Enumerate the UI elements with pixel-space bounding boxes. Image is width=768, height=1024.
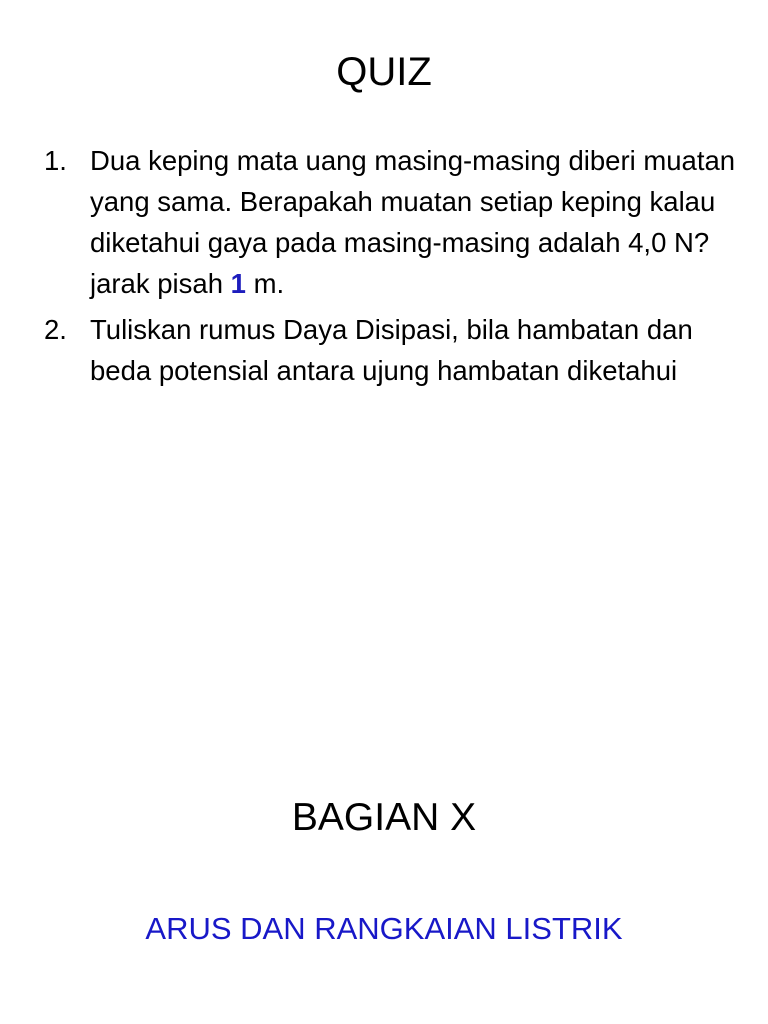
- section-heading: BAGIAN X: [291, 796, 477, 839]
- distance-value: 1: [230, 268, 246, 299]
- question-text: [90, 145, 735, 299]
- question-text: Tuliskan rumus Daya Disipasi, bila hambatan dan beda potensial antara ujung hambatan diketahui: [90, 314, 693, 386]
- question-text-part: m.: [245, 268, 285, 299]
- section-subtitle: ARUS DAN RANGKAIAN LISTRIK: [145, 911, 623, 946]
- question-number: 1.: [44, 145, 67, 176]
- question-item-1: [44, 140, 744, 304]
- question-number: 2.: [44, 314, 67, 345]
- question-item-2: [44, 309, 744, 391]
- question-list: [44, 140, 744, 396]
- question-text-part: Dua keping mata uang masing-masing diberi muatan yang sama. Berapakah muatan setiap keping kalau diketahui gaya pada masing-masing adalah 4,0 N? jarak pisah: [90, 145, 736, 299]
- slide-title: QUIZ: [336, 50, 432, 94]
